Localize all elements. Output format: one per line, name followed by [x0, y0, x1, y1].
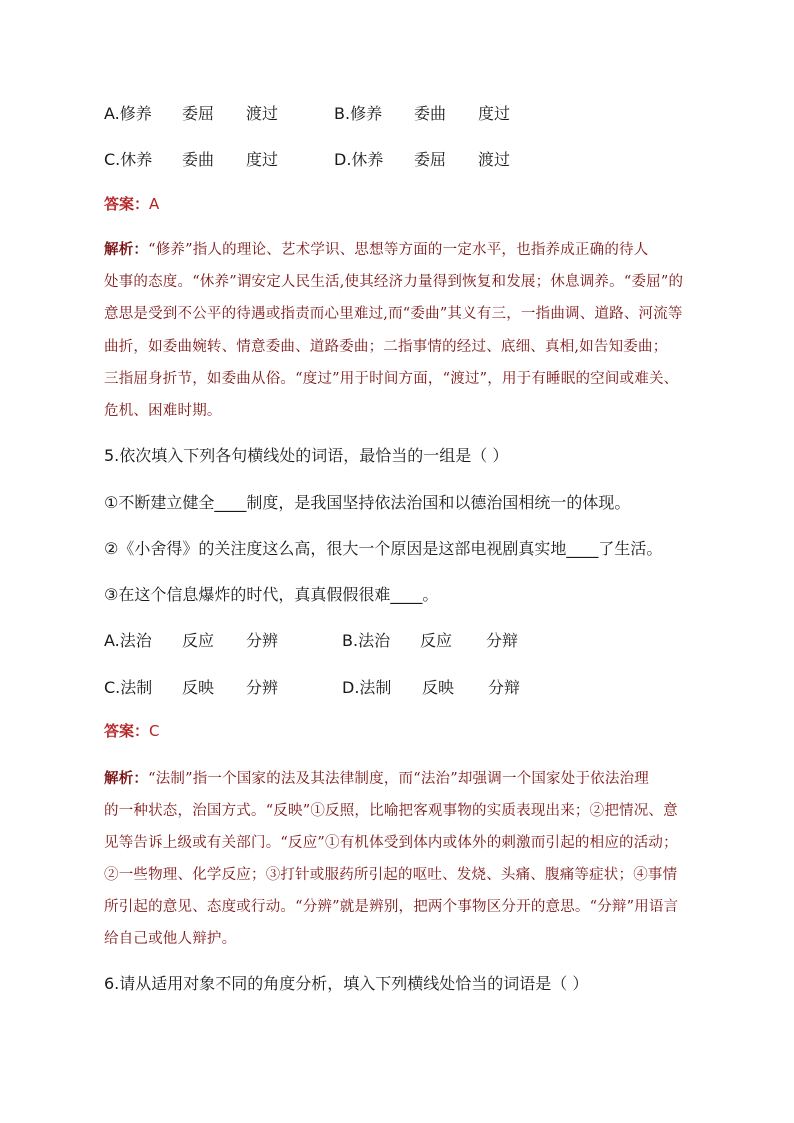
q5-option-c-label: C.法制	[104, 678, 153, 697]
q6-question: 6.请从适用对象不同的角度分析，填入下列横线处恰当的词语是（ ）	[104, 974, 589, 993]
q5-option-c-word-2: 反映	[182, 678, 215, 697]
q5-item-3: ③在这个信息爆炸的时代，真真假假很难____。	[104, 585, 439, 604]
q5-explanation-line: 给自己或他人辩护。	[104, 931, 237, 947]
q5-item-1: ①不断建立健全____制度，是我国坚持依法治国和以德治国相统一的体现。	[104, 493, 631, 512]
q4-option-b-label: B.修养	[334, 104, 383, 123]
q5-option-c-word-3: 分辨	[246, 678, 279, 697]
q5-explanation-label: 解析：	[104, 770, 149, 787]
q5-explanation-line: 的一种状态，治国方式。“反映”①反照，比喻把客观事物的实质表现出来；②把情况、意	[104, 803, 678, 819]
q4-explanation-line: 危机、困难时期。	[104, 403, 222, 419]
q5-answer	[104, 720, 160, 741]
q5-question: 5.依次填入下列各句横线处的词语，最恰当的一组是（ ）	[104, 446, 509, 465]
q4-answer	[104, 193, 159, 214]
q4-option-a-label: A.修养	[104, 104, 152, 123]
q5-option-b-word-3: 分辩	[486, 631, 519, 650]
q5-option-a-word-3: 分辨	[246, 631, 279, 650]
q5-answer-label: 答案：	[104, 722, 150, 740]
q4-option-b-word-2: 委曲	[414, 104, 447, 123]
q5-option-b-label: B.法治	[342, 631, 391, 650]
q4-option-a-word-3: 渡过	[246, 104, 279, 123]
q5-item-2: ②《小舍得》的关注度这么高，很大一个原因是这部电视剧真实地____了生活。	[104, 539, 663, 558]
q4-answer-value: A	[149, 195, 160, 213]
q5-option-d-word-2: 反映	[422, 678, 455, 697]
q4-option-a-word-2: 委屈	[182, 104, 215, 123]
q4-option-d-label: D.休养	[334, 150, 384, 169]
q5-option-a-label: A.法治	[104, 631, 152, 650]
q4-explanation-line: 意思是受到不公平的待遇或指责而心里难过,而“委曲”其义有三，一指曲调、道路、河流等	[104, 306, 683, 322]
q5-explanation-line: 见等告诉上级或有关部门。“反应”①有机体受到体内或体外的刺激而引起的相应的活动；	[104, 835, 678, 851]
q4-option-c-word-3: 度过	[246, 150, 279, 169]
q4-explanation-line	[104, 238, 648, 259]
q4-option-b-word-3: 度过	[478, 104, 511, 123]
q4-explanation-label: 解析：	[104, 241, 149, 258]
q4-answer-label: 答案：	[104, 195, 150, 213]
q4-option-d-word-2: 委屈	[414, 150, 447, 169]
q5-option-d-word-3: 分辩	[488, 678, 521, 697]
q4-explanation-text: “修养”指人的理论、艺术学识、思想等方面的一定水平，也指养成正确的待人	[148, 242, 649, 258]
q4-explanation-line: 处事的态度。“休养”谓安定人民生活,使其经济力量得到恢复和发展；休息调养。“委屈”的	[104, 274, 684, 290]
q5-option-d-label: D.法制	[342, 678, 392, 697]
q5-explanation-line	[104, 767, 649, 788]
q5-answer-value: C	[149, 722, 160, 740]
q5-explanation-line: ②一些物理、化学反应；③打针或服药所引起的呕吐、发烧、头痛、腹痛等症状；④事情	[104, 867, 678, 883]
q4-option-d-word-3: 渡过	[478, 150, 511, 169]
q4-explanation-line: 曲折，如委曲婉转、情意委曲、道路委曲；二指事情的经过、底细、真相,如告知委曲；	[104, 339, 668, 355]
q4-option-c-word-2: 委曲	[182, 150, 215, 169]
q5-option-b-word-2: 反应	[420, 631, 453, 650]
q5-explanation-text: “法制”指一个国家的法及其法律制度，而“法治”却强调一个国家处于依法治理	[148, 771, 649, 787]
q5-option-a-word-2: 反应	[182, 631, 215, 650]
q5-explanation-line: 所引起的意见、态度或行动。“分辨”就是辨别，把两个事物区分开的意思。“分辩”用语言	[104, 899, 679, 915]
q4-option-c-label: C.休养	[104, 150, 153, 169]
q4-explanation-line: 三指屈身折节，如委曲从俗。“度过”用于时间方面，“渡过”，用于有睡眠的空间或难关、	[104, 371, 679, 387]
